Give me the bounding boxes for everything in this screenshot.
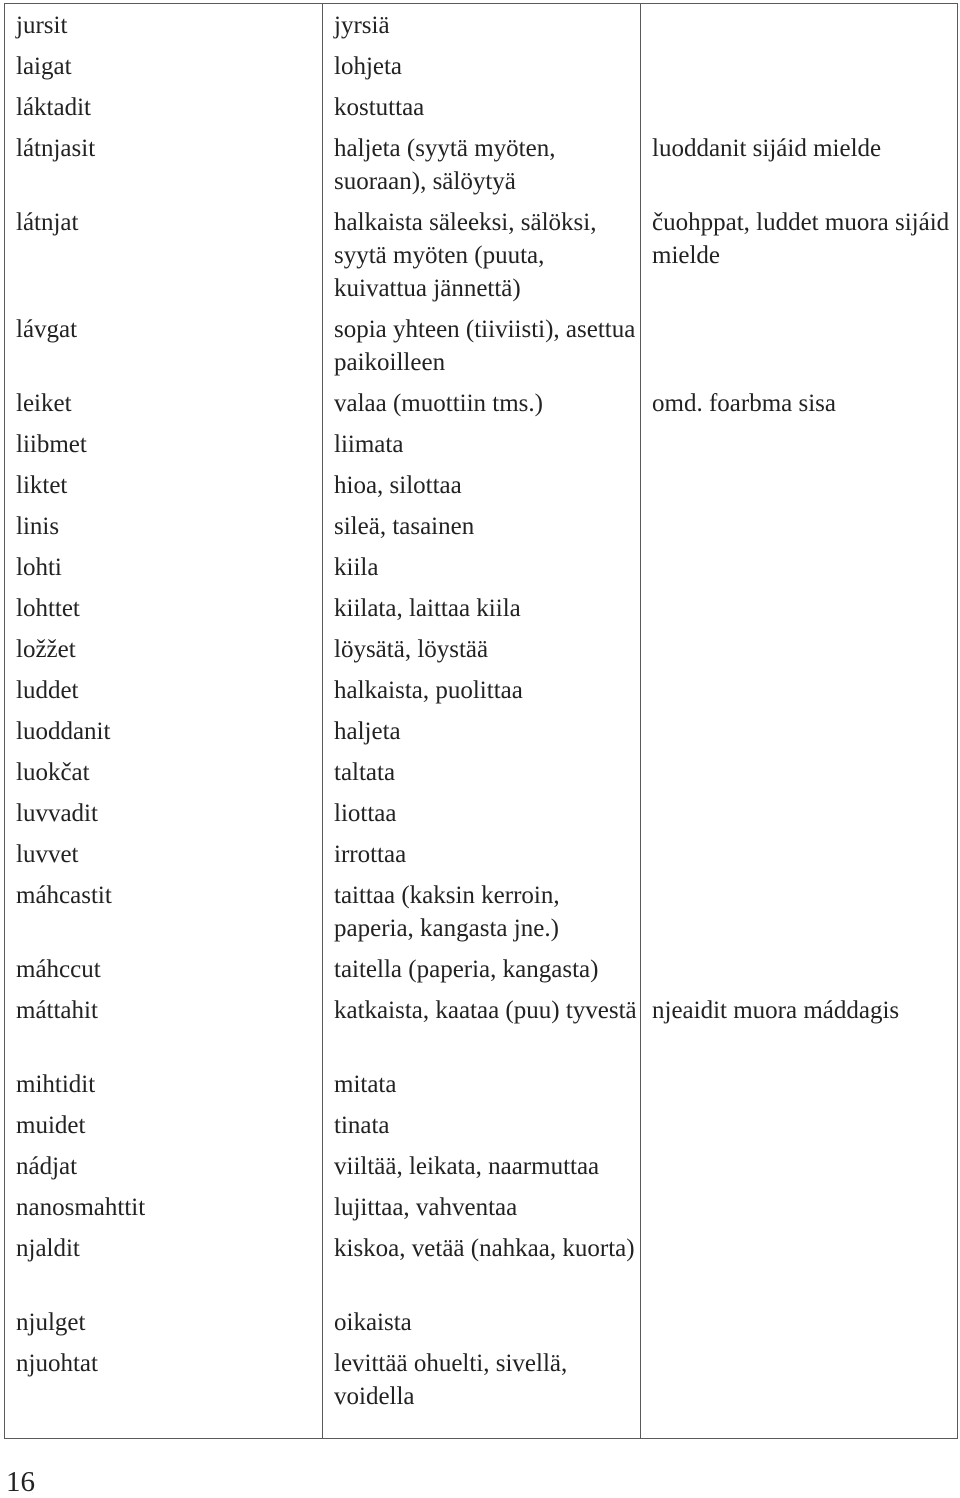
term-cell: liktet (5, 464, 323, 505)
translation-cell: viiltää, leikata, naarmuttaa (323, 1145, 641, 1186)
table-row (5, 751, 958, 792)
note-cell: omd. foarbma sisa (641, 382, 958, 423)
term-cell: látnjasit (5, 127, 323, 201)
note-cell (641, 546, 958, 587)
note-cell (641, 833, 958, 874)
table-row (5, 628, 958, 669)
table-row (5, 464, 958, 505)
translation-cell: haljeta (syytä myöten, suoraan), sälöytyä (323, 127, 641, 201)
translation-cell: sileä, tasainen (323, 505, 641, 546)
table-row (5, 382, 958, 423)
table-row (5, 948, 958, 989)
note-cell (641, 1063, 958, 1104)
translation-cell: taitella (paperia, kangasta) (323, 948, 641, 989)
note-cell (641, 1145, 958, 1186)
translation-cell: löysätä, löystää (323, 628, 641, 669)
note-cell (641, 423, 958, 464)
note-cell (641, 464, 958, 505)
note-cell (641, 1104, 958, 1145)
note-cell (641, 45, 958, 86)
term-cell: ložžet (5, 628, 323, 669)
note-cell (641, 628, 958, 669)
translation-cell: katkaista, kaataa (puu) tyvestä (323, 989, 641, 1063)
term-cell: máttahit (5, 989, 323, 1063)
table-row (5, 989, 958, 1063)
note-cell: čuohppat, luddet muora sijáid mielde (641, 201, 958, 308)
table-row (5, 201, 958, 308)
translation-cell: mitata (323, 1063, 641, 1104)
term-cell: nanosmahttit (5, 1186, 323, 1227)
translation-cell: hioa, silottaa (323, 464, 641, 505)
term-cell: luddet (5, 669, 323, 710)
note-cell (641, 308, 958, 382)
translation-cell: kiilata, laittaa kiila (323, 587, 641, 628)
note-cell (641, 587, 958, 628)
table-row (5, 45, 958, 86)
note-cell (641, 948, 958, 989)
translation-cell: kiila (323, 546, 641, 587)
page-number: 16 (6, 1466, 35, 1498)
term-cell: nádjat (5, 1145, 323, 1186)
term-cell: láktadit (5, 86, 323, 127)
translation-cell: haljeta (323, 710, 641, 751)
translation-cell: tinata (323, 1104, 641, 1145)
note-cell (641, 751, 958, 792)
term-cell: lohti (5, 546, 323, 587)
table-row (5, 1227, 958, 1301)
translation-cell: kostuttaa (323, 86, 641, 127)
note-cell (641, 1342, 958, 1439)
table-row (5, 587, 958, 628)
term-cell: máhccut (5, 948, 323, 989)
term-cell: njuohtat (5, 1342, 323, 1439)
table-row (5, 546, 958, 587)
note-cell (641, 1186, 958, 1227)
table-row (5, 874, 958, 948)
term-cell: luoddanit (5, 710, 323, 751)
table-row (5, 710, 958, 751)
term-cell: luvvet (5, 833, 323, 874)
term-cell: lohttet (5, 587, 323, 628)
translation-cell: levittää ohuelti, sivellä, voidella (323, 1342, 641, 1439)
term-cell: luokčat (5, 751, 323, 792)
term-cell: máhcastit (5, 874, 323, 948)
term-cell: liibmet (5, 423, 323, 464)
term-cell: lávgat (5, 308, 323, 382)
translation-cell: liimata (323, 423, 641, 464)
translation-cell: halkaista, puolittaa (323, 669, 641, 710)
term-cell: njaldit (5, 1227, 323, 1301)
table-row (5, 86, 958, 127)
term-cell: leiket (5, 382, 323, 423)
translation-cell: taittaa (kaksin kerroin, paperia, kangasta jne.) (323, 874, 641, 948)
translation-cell: kiskoa, vetää (nahkaa, kuorta) (323, 1227, 641, 1301)
translation-cell: liottaa (323, 792, 641, 833)
note-cell: luoddanit sijáid mielde (641, 127, 958, 201)
table-row (5, 1342, 958, 1439)
term-cell: jursit (5, 4, 323, 45)
note-cell (641, 874, 958, 948)
table-row (5, 4, 958, 45)
table-row (5, 792, 958, 833)
table-row (5, 833, 958, 874)
table-row (5, 1063, 958, 1104)
term-cell: linis (5, 505, 323, 546)
table-row (5, 669, 958, 710)
table-row (5, 308, 958, 382)
translation-cell: halkaista säleeksi, sälöksi, syytä myöten (puuta, kuivattua jännettä) (323, 201, 641, 308)
glossary-table (4, 3, 958, 1439)
translation-cell: jyrsiä (323, 4, 641, 45)
note-cell (641, 710, 958, 751)
note-cell (641, 792, 958, 833)
note-cell: njeaidit muora máddagis (641, 989, 958, 1063)
table-row (5, 1104, 958, 1145)
term-cell: mihtidit (5, 1063, 323, 1104)
table-row (5, 1145, 958, 1186)
note-cell (641, 1227, 958, 1301)
translation-cell: valaa (muottiin tms.) (323, 382, 641, 423)
translation-cell: sopia yhteen (tiiviisti), asettua paikoilleen (323, 308, 641, 382)
term-cell: látnjat (5, 201, 323, 308)
term-cell: luvvadit (5, 792, 323, 833)
note-cell (641, 1301, 958, 1342)
note-cell (641, 86, 958, 127)
translation-cell: lohjeta (323, 45, 641, 86)
translation-cell: irrottaa (323, 833, 641, 874)
term-cell: laigat (5, 45, 323, 86)
table-row (5, 423, 958, 464)
table-row (5, 505, 958, 546)
note-cell (641, 669, 958, 710)
translation-cell: oikaista (323, 1301, 641, 1342)
note-cell (641, 505, 958, 546)
table-row (5, 127, 958, 201)
table-row (5, 1301, 958, 1342)
table-row (5, 1186, 958, 1227)
translation-cell: lujittaa, vahventaa (323, 1186, 641, 1227)
term-cell: njulget (5, 1301, 323, 1342)
term-cell: muidet (5, 1104, 323, 1145)
translation-cell: taltata (323, 751, 641, 792)
note-cell (641, 4, 958, 45)
